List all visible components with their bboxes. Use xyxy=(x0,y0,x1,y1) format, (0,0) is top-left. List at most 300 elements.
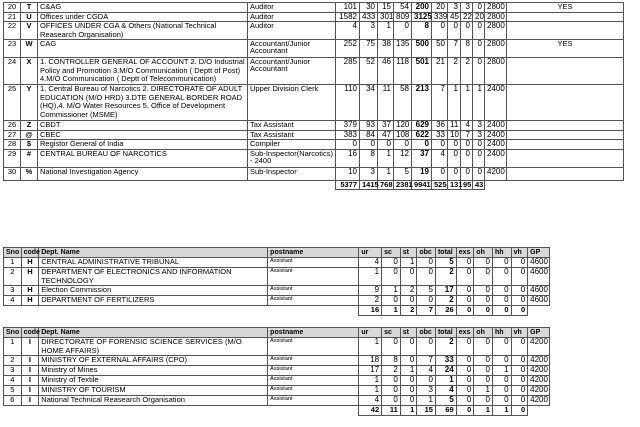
obc-cell: 108 xyxy=(394,130,412,140)
sc-cell: 0 xyxy=(382,258,401,268)
hh-cell: 8 xyxy=(461,40,473,58)
sno-cell: 29 xyxy=(4,149,21,167)
oh-cell: 1 xyxy=(448,85,461,121)
postname-cell: Accountant/Junior Accountant xyxy=(248,58,336,85)
column-header-total: total xyxy=(435,328,456,338)
st-cell: 1 xyxy=(400,258,417,268)
table-row xyxy=(4,22,624,40)
gp-cell: 2800 xyxy=(485,12,507,22)
vh-total-cell: 0 xyxy=(511,406,528,416)
postname-cell: Accountant/Junior Accountant xyxy=(248,40,336,58)
sc-cell: 8 xyxy=(360,149,378,167)
st-cell: 0 xyxy=(400,396,417,406)
exs-cell: 0 xyxy=(456,366,474,376)
sc-cell: 3 xyxy=(360,167,378,180)
postname-cell: Sub-Inspector xyxy=(248,167,336,180)
column-header-code: code xyxy=(21,328,39,338)
obc-cell: 0 xyxy=(417,296,436,306)
sno-cell: 30 xyxy=(4,167,21,180)
column-header-st: st xyxy=(400,328,417,338)
exs-cell: 0 xyxy=(456,268,474,286)
sno-cell: 3 xyxy=(4,286,22,296)
st-total-cell: 768 xyxy=(378,180,394,190)
obc-cell: 5 xyxy=(394,167,412,180)
remark-cell xyxy=(507,167,624,180)
hh-cell: 1 xyxy=(492,366,511,376)
dept-name-cell: DEPARTMENT OF ELECTRONICS AND INFORMATION TECHNOLOGY xyxy=(39,268,268,286)
sno-cell: 27 xyxy=(4,130,21,140)
oh-cell: 10 xyxy=(448,130,461,140)
oh-cell: 3 xyxy=(448,3,461,13)
postname-cell: Auditor xyxy=(248,22,336,40)
gp-cell: 4600 xyxy=(528,258,550,268)
postname-cell: Assistant xyxy=(268,376,359,386)
sc-cell: 84 xyxy=(360,130,378,140)
sc-cell: 1 xyxy=(382,286,401,296)
vh-cell: 0 xyxy=(511,386,528,396)
hh-cell: 0 xyxy=(492,396,511,406)
remark-cell xyxy=(507,12,624,22)
blank-cell xyxy=(507,180,624,190)
exs-cell: 36 xyxy=(432,121,448,131)
sc-cell: 0 xyxy=(382,338,401,356)
exs-cell: 50 xyxy=(432,40,448,58)
sno-cell: 1 xyxy=(4,338,22,356)
st-cell: 1 xyxy=(378,149,394,167)
ur-total-cell: 42 xyxy=(359,406,382,416)
sno-cell: 2 xyxy=(4,356,22,366)
ur-total-cell: 16 xyxy=(359,306,382,316)
hh-cell: 0 xyxy=(492,356,511,366)
table-row xyxy=(4,3,624,13)
oh-cell: 11 xyxy=(448,121,461,131)
dept-name-cell: CBDT xyxy=(38,121,248,131)
dept-name-cell: MINISTRY OF EXTERNAL AFFAIRS (CPO) xyxy=(39,356,268,366)
column-header-oh: oh xyxy=(474,248,493,258)
dept-name-cell: C&AG xyxy=(38,3,248,13)
sc-cell: 75 xyxy=(360,40,378,58)
column-header-gp: GP xyxy=(528,328,550,338)
table-row xyxy=(4,296,550,306)
total-cell: 629 xyxy=(412,121,432,131)
obc-cell: 809 xyxy=(394,12,412,22)
sno-cell: 2 xyxy=(4,268,22,286)
vh-cell: 0 xyxy=(511,286,528,296)
st-cell: 301 xyxy=(378,12,394,22)
table-row xyxy=(4,338,550,356)
st-total-cell: 2 xyxy=(400,306,417,316)
gp-cell: 2800 xyxy=(485,22,507,40)
blank-cell xyxy=(4,306,22,316)
postname-cell: Assistant xyxy=(268,296,359,306)
hh-cell: 0 xyxy=(492,376,511,386)
gp-cell: 4200 xyxy=(485,167,507,180)
dept-name-cell: National Investigation Agency xyxy=(38,167,248,180)
code-cell: % xyxy=(21,167,38,180)
group-h-vacancy-table xyxy=(3,247,550,316)
dept-name-cell: 1. Central Bureau of Narcotics 2. DIRECTORATE OF ADULT EDUCATION (M/O HRD) 3.DTE GENERAL BORDER ROAD (HQ),4. M/O Water Resources 5. Office of Development Commissioner (MSME) xyxy=(38,85,248,121)
exs-cell: 7 xyxy=(432,85,448,121)
hh-cell: 0 xyxy=(492,386,511,396)
code-cell: # xyxy=(21,149,38,167)
st-cell: 37 xyxy=(378,121,394,131)
dept-name-cell: DEPARTMENT OF FERTILIZERS xyxy=(39,296,268,306)
hh-cell: 0 xyxy=(492,268,511,286)
obc-cell: 0 xyxy=(394,140,412,150)
column-header-st: st xyxy=(400,248,417,258)
gp-cell: 4600 xyxy=(528,286,550,296)
vh-cell: 0 xyxy=(511,376,528,386)
column-header-ur: ur xyxy=(359,248,382,258)
gp-cell: 4200 xyxy=(528,356,550,366)
oh-cell: 0 xyxy=(474,286,493,296)
code-cell: @ xyxy=(21,130,38,140)
blank-cell xyxy=(39,306,268,316)
vh-cell: 0 xyxy=(511,338,528,356)
remark-cell xyxy=(507,140,624,150)
table-row xyxy=(4,376,550,386)
gp-cell: 4200 xyxy=(528,386,550,396)
ur-cell: 9 xyxy=(359,286,382,296)
hh-cell: 1 xyxy=(461,85,473,121)
ur-cell: 110 xyxy=(336,85,360,121)
st-cell: 38 xyxy=(378,40,394,58)
sno-cell: 28 xyxy=(4,140,21,150)
oh-total-cell: 1 xyxy=(474,406,493,416)
total-cell: 8 xyxy=(412,22,432,40)
total-cell: 213 xyxy=(412,85,432,121)
column-header-ur: ur xyxy=(359,328,382,338)
hh-cell: 2 xyxy=(461,58,473,85)
postname-cell: Assistant xyxy=(268,396,359,406)
dept-name-cell: Election Commission xyxy=(39,286,268,296)
vh-cell: 0 xyxy=(511,356,528,366)
dept-name-cell: DIRECTORATE OF FORENSIC SCIENCE SERVICES (M/O HOME AFFAIRS) xyxy=(39,338,268,356)
obc-cell: 7 xyxy=(417,356,436,366)
vh-cell: 20 xyxy=(473,12,485,22)
column-header-total: total xyxy=(435,248,456,258)
table-row xyxy=(4,396,550,406)
vh-cell: 0 xyxy=(473,149,485,167)
oh-cell: 0 xyxy=(448,149,461,167)
column-header-sc: sc xyxy=(382,248,401,258)
gp-cell: 2400 xyxy=(485,121,507,131)
postname-cell: Compiler xyxy=(248,140,336,150)
blank-cell xyxy=(4,180,21,190)
sno-cell: 3 xyxy=(4,366,22,376)
st-cell: 0 xyxy=(378,140,394,150)
total-cell: 17 xyxy=(435,286,456,296)
sno-cell: 26 xyxy=(4,121,21,131)
exs-cell: 20 xyxy=(432,3,448,13)
obc-cell: 118 xyxy=(394,58,412,85)
code-cell: H xyxy=(21,258,39,268)
gp-cell: 2800 xyxy=(485,3,507,13)
exs-cell: 0 xyxy=(456,286,474,296)
sno-cell: 6 xyxy=(4,396,22,406)
exs-total-cell: 525 xyxy=(432,180,448,190)
ur-cell: 4 xyxy=(336,22,360,40)
postname-cell: Sub-Inspector(Narcotics) - 2400 xyxy=(248,149,336,167)
hh-total-cell: 0 xyxy=(492,306,511,316)
table-row xyxy=(4,85,624,121)
oh-cell: 0 xyxy=(474,376,493,386)
hh-cell: 0 xyxy=(492,258,511,268)
table-row xyxy=(4,58,624,85)
column-header-code: code xyxy=(21,248,39,258)
sc-cell: 0 xyxy=(382,396,401,406)
sno-cell: 21 xyxy=(4,12,21,22)
gp-cell: 4600 xyxy=(528,296,550,306)
code-cell: I xyxy=(21,338,39,356)
oh-total-cell: 0 xyxy=(474,306,493,316)
postname-cell: Auditor xyxy=(248,3,336,13)
oh-cell: 0 xyxy=(448,22,461,40)
total-cell: 5 xyxy=(435,258,456,268)
column-header-hh: hh xyxy=(492,248,511,258)
blank-cell xyxy=(21,306,39,316)
sc-cell: 433 xyxy=(360,12,378,22)
oh-cell: 0 xyxy=(474,296,493,306)
gp-cell: 2800 xyxy=(485,58,507,85)
obc-cell: 0 xyxy=(417,258,436,268)
postname-cell: Tax Assistant xyxy=(248,130,336,140)
table-row xyxy=(4,40,624,58)
hh-total-cell: 1 xyxy=(492,406,511,416)
table-row xyxy=(4,268,550,286)
sno-cell: 25 xyxy=(4,85,21,121)
total-cell: 2 xyxy=(435,268,456,286)
postname-cell: Auditor xyxy=(248,12,336,22)
total-cell: 24 xyxy=(435,366,456,376)
obc-cell: 0 xyxy=(417,376,436,386)
code-cell: H xyxy=(21,286,39,296)
hh-cell: 0 xyxy=(492,338,511,356)
vh-cell: 0 xyxy=(473,40,485,58)
vh-cell: 3 xyxy=(473,121,485,131)
oh-cell: 0 xyxy=(474,268,493,286)
hh-cell: 7 xyxy=(461,130,473,140)
sc-cell: 0 xyxy=(382,376,401,386)
sno-cell: 4 xyxy=(4,376,22,386)
hh-total-cell: 95 xyxy=(461,180,473,190)
remark-cell: YES xyxy=(507,3,624,13)
st-cell: 1 xyxy=(378,22,394,40)
vh-cell: 1 xyxy=(473,85,485,121)
remark-cell xyxy=(507,130,624,140)
sno-cell: 24 xyxy=(4,58,21,85)
postname-cell: Assistant xyxy=(268,286,359,296)
code-cell: U xyxy=(21,12,38,22)
ur-cell: 17 xyxy=(359,366,382,376)
oh-cell: 0 xyxy=(474,396,493,406)
ur-total-cell: 5377 xyxy=(336,180,360,190)
vh-cell: 0 xyxy=(473,22,485,40)
total-row xyxy=(4,406,550,416)
column-header-exs: exs xyxy=(456,328,474,338)
obc-cell: 0 xyxy=(417,338,436,356)
sno-cell: 23 xyxy=(4,40,21,58)
remark-cell xyxy=(507,149,624,167)
column-header-sno: Sno xyxy=(4,328,22,338)
vh-cell: 0 xyxy=(511,366,528,376)
gp-cell: 2800 xyxy=(485,40,507,58)
column-header-sc: sc xyxy=(382,328,401,338)
sc-cell: 34 xyxy=(360,85,378,121)
table-row xyxy=(4,366,550,376)
sno-cell: 20 xyxy=(4,3,21,13)
ur-cell: 383 xyxy=(336,130,360,140)
obc-cell: 120 xyxy=(394,121,412,131)
st-total-cell: 1 xyxy=(400,406,417,416)
blank-cell xyxy=(39,406,268,416)
obc-cell: 0 xyxy=(394,22,412,40)
code-cell: T xyxy=(21,3,38,13)
vh-cell: 0 xyxy=(473,58,485,85)
sc-cell: 30 xyxy=(360,3,378,13)
exs-cell: 4 xyxy=(432,149,448,167)
gp-cell: 2400 xyxy=(485,130,507,140)
blank-cell xyxy=(21,180,38,190)
vh-cell: 0 xyxy=(473,140,485,150)
blank-cell xyxy=(268,406,359,416)
postname-cell: Assistant xyxy=(268,366,359,376)
vh-cell: 0 xyxy=(473,3,485,13)
exs-cell: 0 xyxy=(456,296,474,306)
vh-total-cell: 0 xyxy=(511,306,528,316)
ur-cell: 1 xyxy=(359,268,382,286)
postname-cell: Assistant xyxy=(268,338,359,356)
total-row xyxy=(4,180,624,190)
column-header-gp: GP xyxy=(528,248,550,258)
dept-name-cell: MINISTRY OF TOURISM xyxy=(39,386,268,396)
postname-cell: Assistant xyxy=(268,356,359,366)
dept-name-cell: CAG xyxy=(38,40,248,58)
blank-cell xyxy=(4,406,22,416)
obc-cell: 3 xyxy=(417,386,436,396)
exs-cell: 0 xyxy=(456,258,474,268)
blank-cell xyxy=(268,306,359,316)
oh-cell: 7 xyxy=(448,40,461,58)
dept-name-cell: National Technical Reasearch Organisation xyxy=(39,396,268,406)
st-cell: 0 xyxy=(400,338,417,356)
code-cell: I xyxy=(21,366,39,376)
column-header-exs: exs xyxy=(456,248,474,258)
exs-total-cell: 0 xyxy=(456,406,474,416)
hh-cell: 0 xyxy=(461,22,473,40)
column-header-vh: vh xyxy=(511,328,528,338)
obc-total-cell: 7 xyxy=(417,306,436,316)
postname-cell: Upper Division Clerk xyxy=(248,85,336,121)
blank-cell xyxy=(485,180,507,190)
st-cell: 15 xyxy=(378,3,394,13)
dept-name-cell: CENTRAL BUREAU OF NARCOTICS xyxy=(38,149,248,167)
total-total-cell: 9941 xyxy=(412,180,432,190)
dept-name-cell: OFFICES UNDER CGA & Others (National Technical Reasearch Organisation) xyxy=(38,22,248,40)
exs-cell: 0 xyxy=(456,386,474,396)
exs-cell: 0 xyxy=(432,22,448,40)
st-cell: 0 xyxy=(400,386,417,396)
sc-cell: 3 xyxy=(360,22,378,40)
st-cell: 0 xyxy=(400,376,417,386)
table-row xyxy=(4,356,550,366)
group-i-vacancy-table xyxy=(3,327,550,416)
st-cell: 11 xyxy=(378,85,394,121)
code-cell: V xyxy=(21,22,38,40)
exs-total-cell: 0 xyxy=(456,306,474,316)
ur-cell: 1582 xyxy=(336,12,360,22)
sno-cell: 4 xyxy=(4,296,22,306)
sno-cell: 1 xyxy=(4,258,22,268)
obc-cell: 0 xyxy=(417,268,436,286)
table-row xyxy=(4,386,550,396)
remark-cell xyxy=(507,22,624,40)
total-cell: 200 xyxy=(412,3,432,13)
column-header-sno: Sno xyxy=(4,248,22,258)
sc-cell: 8 xyxy=(382,356,401,366)
column-header-dept: Dept. Name xyxy=(39,328,268,338)
total-cell: 1 xyxy=(435,376,456,386)
remark-cell xyxy=(507,85,624,121)
blank-cell xyxy=(38,180,248,190)
obc-total-cell: 15 xyxy=(417,406,436,416)
postname-cell: Assistant xyxy=(268,258,359,268)
ur-cell: 1 xyxy=(359,376,382,386)
oh-cell: 0 xyxy=(474,366,493,376)
column-header-post: postname xyxy=(268,328,359,338)
gp-cell: 2400 xyxy=(485,149,507,167)
dept-name-cell: Ministry of Textile xyxy=(39,376,268,386)
hh-cell: 0 xyxy=(461,149,473,167)
hh-cell: 4 xyxy=(461,121,473,131)
ur-cell: 10 xyxy=(336,167,360,180)
ur-cell: 285 xyxy=(336,58,360,85)
exs-cell: 0 xyxy=(456,338,474,356)
table-row xyxy=(4,286,550,296)
column-header-post: postname xyxy=(268,248,359,258)
sc-cell: 52 xyxy=(360,58,378,85)
sno-cell: 5 xyxy=(4,386,22,396)
dept-name-cell: Offices under CGDA xyxy=(38,12,248,22)
st-cell: 1 xyxy=(400,366,417,376)
code-cell: Z xyxy=(21,121,38,131)
total-cell: 4 xyxy=(435,386,456,396)
sc-total-cell: 1 xyxy=(382,306,401,316)
hh-cell: 0 xyxy=(492,286,511,296)
sc-cell: 0 xyxy=(382,386,401,396)
gp-cell: 4200 xyxy=(528,338,550,356)
total-total-cell: 26 xyxy=(435,306,456,316)
code-cell: Y xyxy=(21,85,38,121)
total-cell: 37 xyxy=(412,149,432,167)
remark-cell xyxy=(507,58,624,85)
total-cell: 2 xyxy=(435,338,456,356)
oh-cell: 0 xyxy=(474,338,493,356)
total-cell: 19 xyxy=(412,167,432,180)
hh-cell: 0 xyxy=(461,167,473,180)
ur-cell: 252 xyxy=(336,40,360,58)
sc-cell: 93 xyxy=(360,121,378,131)
gp-cell: 4200 xyxy=(528,376,550,386)
gp-cell: 4200 xyxy=(528,366,550,376)
total-cell: 501 xyxy=(412,58,432,85)
obc-cell: 54 xyxy=(394,3,412,13)
sc-total-cell: 11 xyxy=(382,406,401,416)
oh-cell: 0 xyxy=(474,258,493,268)
gp-cell: 2400 xyxy=(485,140,507,150)
dept-name-cell: CENTRAL ADMINISTRATIVE TRIBUNAL xyxy=(39,258,268,268)
oh-total-cell: 131 xyxy=(448,180,461,190)
